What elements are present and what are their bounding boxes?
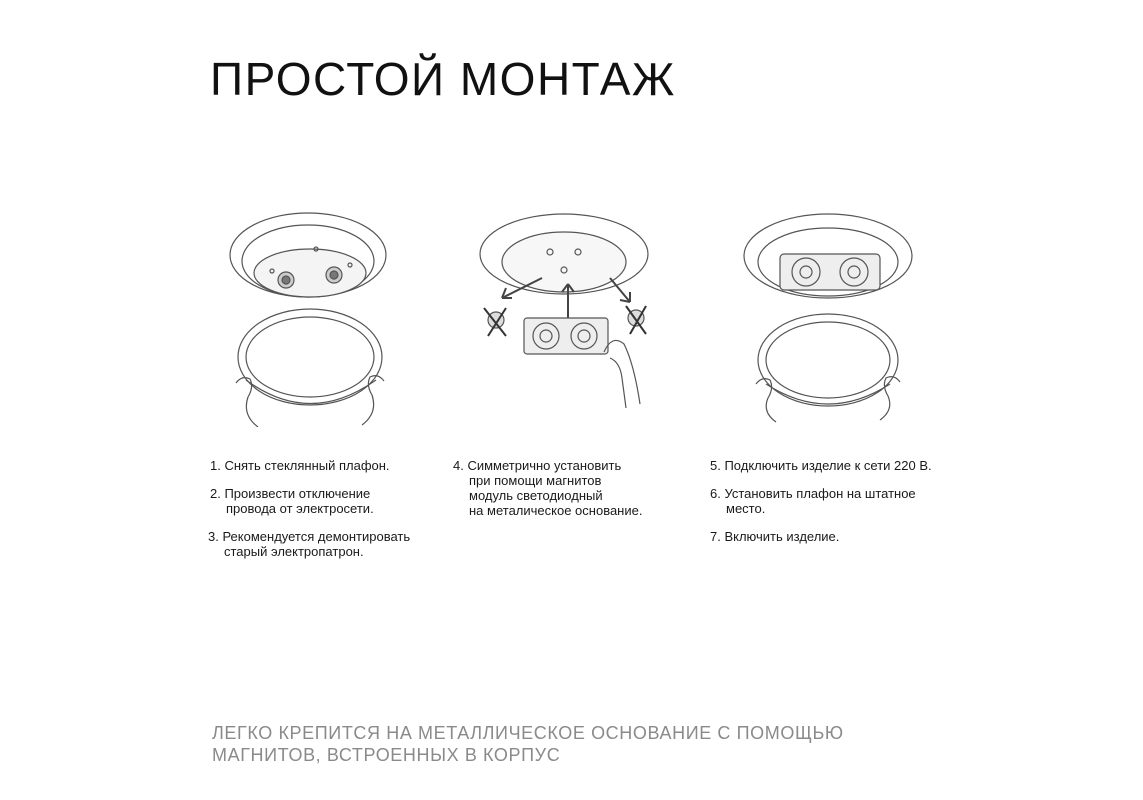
footer-line-1: ЛЕГКО КРЕПИТСЯ НА МЕТАЛЛИЧЕСКОЕ ОСНОВАНИЕ С ПОМОЩЬЮ	[212, 723, 844, 743]
led-module-diagram-icon	[474, 212, 654, 408]
step-4: 4. Симметрично установить при помощи магнитов модуль светодиодный на металическое основание.	[453, 458, 643, 518]
step-5: 5. Подключить изделие к сети 220 В.	[710, 458, 932, 473]
illustration-install-module	[474, 212, 654, 408]
illustration-remove-shade	[226, 205, 396, 427]
step-7: 7. Включить изделие.	[710, 529, 840, 544]
steps-column-1	[210, 458, 410, 572]
illustration-replace-shade	[740, 212, 916, 424]
page-title: ПРОСТОЙ МОНТАЖ	[210, 53, 676, 105]
footer-note	[212, 722, 932, 766]
step-2: 2. Произвести отключение провода от электросети.	[210, 486, 374, 516]
steps-column-3	[710, 458, 932, 557]
step-1: 1. Снять стеклянный плафон.	[210, 458, 390, 473]
step-6: 6. Установить плафон на штатное место.	[710, 486, 916, 516]
ceiling-lamp-diagram-icon	[226, 205, 396, 427]
footer-line-2: МАГНИТОВ, ВСТРОЕННЫХ В КОРПУС	[212, 745, 561, 765]
steps-column-2	[453, 458, 642, 531]
step-3: 3. Рекомендуется демонтировать старый электропатрон.	[208, 529, 411, 559]
ceiling-lamp-diagram-icon	[740, 212, 916, 424]
